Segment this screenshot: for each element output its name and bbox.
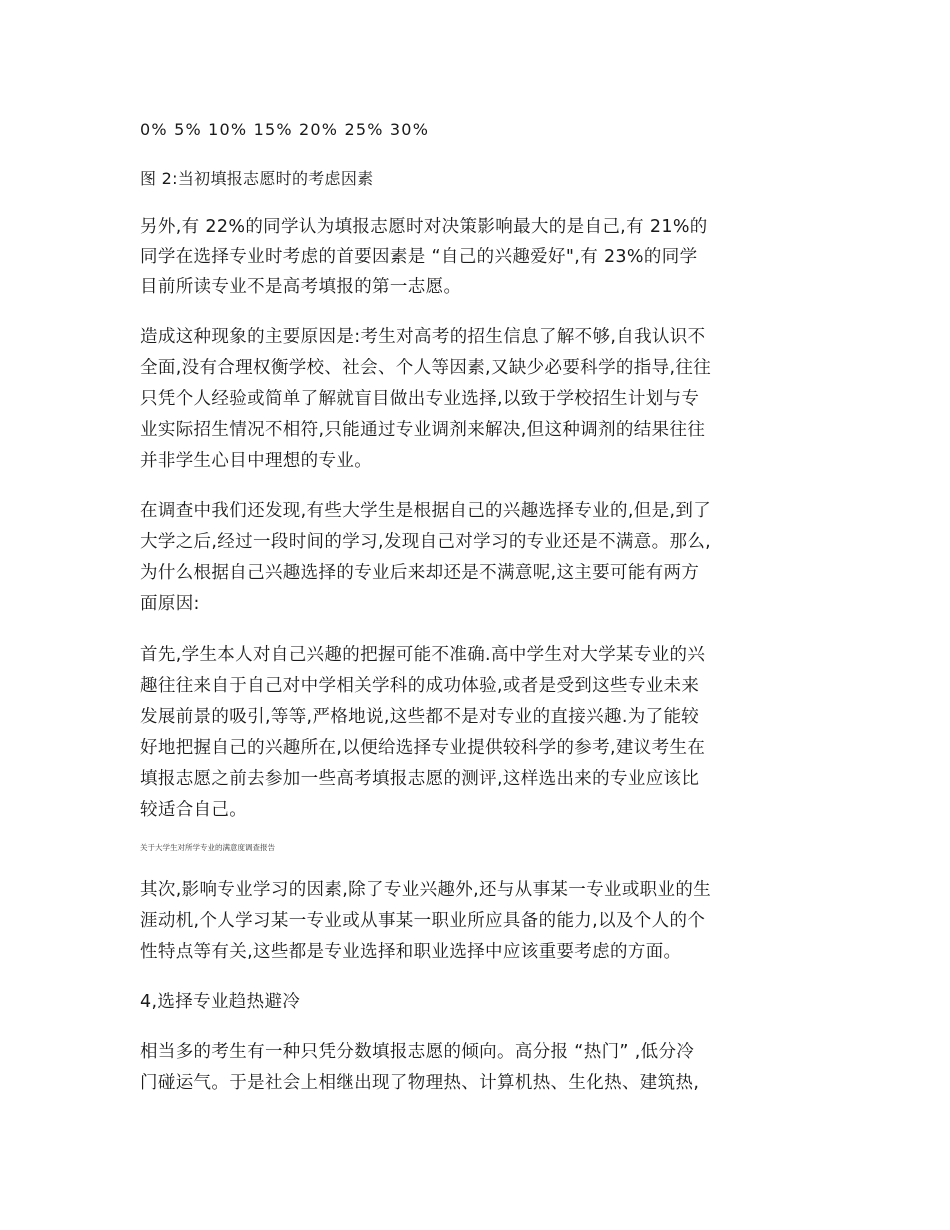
text-line: 发展前景的吸引,等等,严格地说,这些都不是对专业的直接兴趣.为了能较 xyxy=(140,707,700,727)
text-line: 业实际招生情况不相符,只能通过专业调剂来解决,但这种调剂的结果往往 xyxy=(140,420,706,440)
text-line: 填报志愿之前去参加一些高考填报志愿的测评,这样选出来的专业应该比 xyxy=(140,769,700,789)
running-header: 关于大学生对所学专业的满意度调查报告 xyxy=(140,843,275,852)
text-line: 涯动机,个人学习某一专业或从事某一职业所应具备的能力,以及个人的个 xyxy=(140,911,706,931)
section-heading: 4,选择专业趋热避冷 xyxy=(140,992,301,1012)
text-line: 只凭个人经验或简单了解就盲目做出专业选择,以致于学校招生计划与专 xyxy=(140,389,700,409)
text-line: 并非学生心目中理想的专业。 xyxy=(140,451,373,471)
text-line: 其次,影响专业学习的因素,除了专业兴趣外,还与从事某一专业或职业的生 xyxy=(140,880,712,900)
text-line: 造成这种现象的主要原因是:考生对高考的招生信息了解不够,自我认识不 xyxy=(140,327,706,347)
text-line: 全面,没有合理权衡学校、社会、个人等因素,又缺少必要科学的指导,往往 xyxy=(140,358,712,378)
text-line: 较适合自己。 xyxy=(140,800,248,820)
text-line: 另外,有 22%的同学认为填报志愿时对决策影响最大的是自己,有 21%的 xyxy=(140,217,708,237)
text-line: 目前所读专业不是高考填报的第一志愿。 xyxy=(140,277,462,297)
text-line: 为什么根据自己兴趣选择的专业后来却还是不满意呢,这主要可能有两方 xyxy=(140,563,700,583)
text-line: 大学之后,经过一段时间的学习,发现自己对学习的专业还是不满意。那么, xyxy=(140,532,712,552)
figure-caption: 图 2:当初填报志愿时的考虑因素 xyxy=(140,169,374,188)
text-line: 性特点等有关,这些都是专业选择和职业选择中应该重要考虑的方面。 xyxy=(140,942,682,962)
text-line: 趣往往来自于自己对中学相关学科的成功体验,或者是受到这些专业未来 xyxy=(140,676,700,696)
text-line: 首先,学生本人对自己兴趣的把握可能不准确.高中学生对大学某专业的兴 xyxy=(140,645,706,665)
chart-axis-ticks: 0% 5% 10% 15% 20% 25% 30% xyxy=(140,120,430,139)
text-line: 同学在选择专业时考虑的首要因素是 “自己的兴趣爱好",有 23%的同学 xyxy=(140,247,698,267)
text-line: 相当多的考生有一种只凭分数填报志愿的倾向。高分报 “热门” ,低分冷 xyxy=(140,1042,695,1062)
text-line: 面原因: xyxy=(140,594,200,614)
text-line: 在调查中我们还发现,有些大学生是根据自己的兴趣选择专业的,但是,到了 xyxy=(140,501,712,521)
text-line: 好地把握自己的兴趣所在,以便给选择专业提供较科学的参考,建议考生在 xyxy=(140,738,706,758)
text-line: 门碰运气。于是社会上相继出现了物理热、计算机热、生化热、建筑热, xyxy=(140,1073,700,1093)
